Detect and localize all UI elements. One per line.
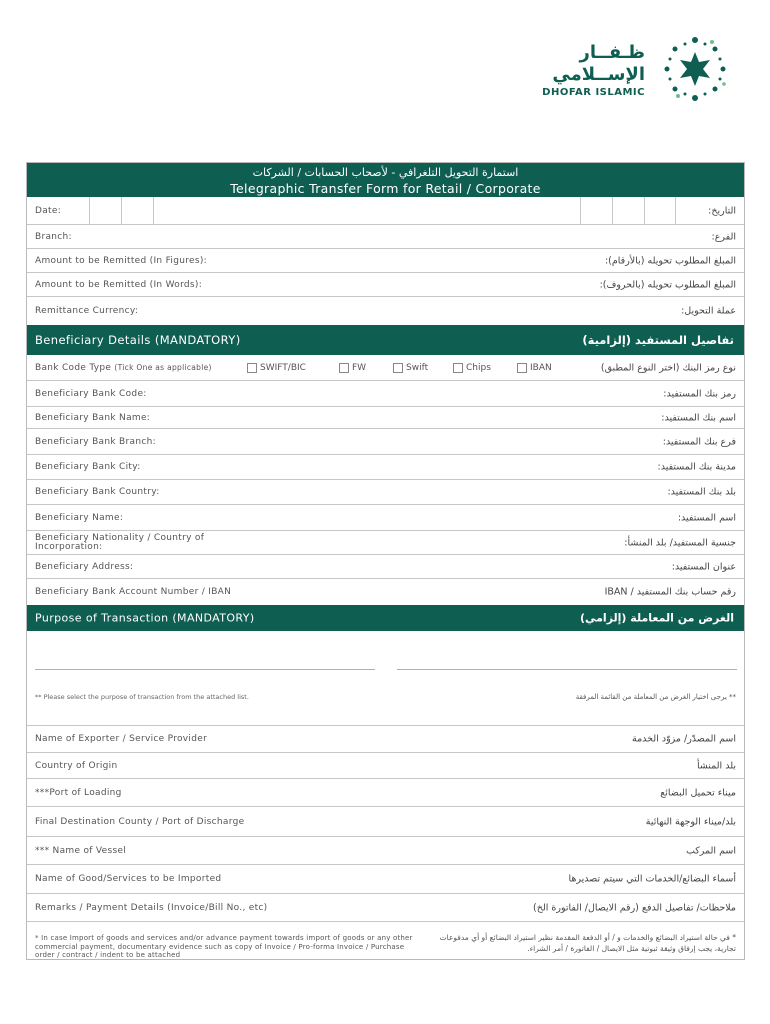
option-swift[interactable] (393, 363, 453, 373)
amount-words-field[interactable] (27, 273, 744, 297)
field-label-ar: ملاحظات/ تفاصيل الدفع (رقم الايصال/ الفاتورة الخ) (533, 902, 736, 913)
date-boxes-left[interactable] (89, 197, 185, 224)
bank-code-type-hint: (Tick One as applicable) (114, 362, 212, 372)
field-label-ar: عملة التحويل: (681, 305, 736, 317)
option-label: Chips (466, 362, 491, 373)
field-label-ar: اسم المصدّر/ مزوّد الخدمة (631, 733, 736, 745)
date-field[interactable] (27, 197, 744, 225)
beneficiary-address-field[interactable] (27, 555, 744, 579)
option-label: FW (352, 362, 367, 373)
vessel-name-field[interactable] (27, 837, 744, 865)
field-label-ar: اسم بنك المستفيد: (661, 412, 736, 423)
purpose-line-right[interactable] (397, 669, 737, 670)
field-label-ar: فرع بنك المستفيد: (662, 436, 736, 447)
beneficiary-nationality-field[interactable] (27, 531, 744, 555)
beneficiary-account-field[interactable] (27, 579, 744, 605)
purpose-input-area (27, 631, 744, 726)
beneficiary-bank-code-field[interactable] (27, 381, 744, 407)
field-label-ar: بلد/ميناء الوجهة النهائية (645, 816, 736, 827)
port-of-loading-field[interactable] (27, 779, 744, 807)
field-label-en: Name of Exporter / Service Provider (35, 734, 208, 744)
dhofar-islamic-logo (535, 34, 730, 104)
field-label-en: Beneficiary Address: (35, 561, 134, 572)
option-fw[interactable] (339, 363, 393, 373)
beneficiary-bank-city-field[interactable] (27, 455, 744, 480)
purpose-note-ar: ** يرجى اختيار الغرض من المعاملة من القائمة المرفقة (575, 693, 736, 701)
field-label-ar: اسم المستفيد: (677, 512, 736, 523)
field-label-ar: ميناء تحميل البضائع (660, 787, 736, 798)
field-label-ar: عنوان المستفيد: (671, 561, 736, 572)
form-title-arabic: استمارة التحويل التلغرافي - لأصحاب الحسابات / الشركات (252, 166, 519, 179)
beneficiary-bank-name-field[interactable] (27, 407, 744, 429)
field-label-ar: التاريخ: (708, 205, 736, 216)
branch-field[interactable] (27, 225, 744, 249)
field-label-en: Country of Origin (35, 760, 118, 771)
checkbox[interactable] (517, 363, 527, 373)
option-iban[interactable] (517, 363, 567, 373)
beneficiary-section-header (27, 325, 744, 355)
field-label-en: Remittance Currency: (35, 306, 139, 316)
field-label-ar: مدينة بنك المستفيد: (657, 461, 736, 473)
field-label-ar: المبلغ المطلوب تحويله (بالحروف): (599, 279, 736, 290)
purpose-section-header (27, 605, 744, 631)
field-label-ar: جنسية المستفيد/ بلد المنشأ: (624, 537, 736, 548)
field-label-ar: بلد المنشأ (696, 760, 736, 771)
checkbox[interactable] (393, 363, 403, 373)
field-label-en: Remarks / Payment Details (Invoice/Bill No., etc) (35, 902, 268, 913)
currency-field[interactable] (27, 297, 744, 325)
purpose-note-en: ** Please select the purpose of transaction from the attached list. (35, 693, 249, 701)
field-label-ar: الفرع: (711, 231, 736, 242)
option-label: Swift (406, 362, 429, 373)
goods-services-field[interactable] (27, 865, 744, 894)
field-label-ar: نوع رمز البنك (اختر النوع المطبق) (600, 362, 736, 373)
field-label-en: Amount to be Remitted (In Figures): (35, 255, 207, 266)
date-boxes-right[interactable] (580, 197, 676, 224)
country-of-origin-field[interactable] (27, 753, 744, 779)
bank-code-type-label: Bank Code Type (35, 362, 112, 373)
section-title-en: Beneficiary Details (MANDATORY) (35, 333, 241, 347)
beneficiary-name-field[interactable] (27, 505, 744, 531)
bank-code-type-row (27, 355, 744, 381)
field-label-en: Beneficiary Bank Country: (35, 487, 160, 497)
logo-wordmark (535, 42, 645, 100)
field-label-ar: أسماء البضائع/الخدمات التي سيتم تصديرها (568, 873, 736, 885)
footnote-ar: * في حالة استيراد البضائع والخدمات و / أو الدفعة المقدمة نظير استيراد البضائع أو أي مدفوعات تجارية، يجب إرفاق وثيقة ثبوتية مثل الايصال / الفاتورة / أمر الشراء. (439, 933, 736, 953)
field-label-en (35, 363, 212, 373)
field-label-en: Beneficiary Bank Branch: (35, 436, 156, 447)
field-label-ar: رقم حساب بنك المستفيد / IBAN (604, 586, 736, 598)
field-label-ar: رمز بنك المستفيد: (663, 388, 736, 399)
section-title-ar: تفاصيل المستفيد (إلزامية) (582, 333, 734, 347)
bank-code-options (247, 363, 567, 373)
form-title-band (27, 163, 744, 197)
logo-arabic: ظـفــار الإســلامي (552, 42, 645, 85)
option-swift-bic[interactable] (247, 363, 339, 373)
option-label: SWIFT/BIC (260, 362, 306, 373)
logo-star-icon (660, 34, 730, 104)
beneficiary-bank-country-field[interactable] (27, 480, 744, 505)
option-label: IBAN (530, 362, 552, 373)
field-label-ar: بلد بنك المستفيد: (667, 486, 736, 498)
field-label-en: Beneficiary Nationality / Country of Incorporation: (35, 532, 205, 552)
logo-english: DHOFAR ISLAMIC (542, 87, 645, 98)
field-label-en: Amount to be Remitted (In Words): (35, 279, 203, 290)
exporter-field[interactable] (27, 726, 744, 753)
checkbox[interactable] (453, 363, 463, 373)
section-title-en: Purpose of Transaction (MANDATORY) (35, 611, 255, 625)
form-title-english: Telegraphic Transfer Form for Retail / Corporate (230, 181, 541, 196)
amount-figures-field[interactable] (27, 249, 744, 273)
field-label-ar: المبلغ المطلوب تحويله (بالأرقام): (604, 255, 736, 266)
footnote-en: * In case Import of goods and services and/or advance payment towards import of goods or any other commercial payment, documentary evidence such as copy of Invoice / Pro-forma Invoice / Purchase order / contract / indent to be attached (35, 934, 413, 959)
checkbox[interactable] (339, 363, 349, 373)
checkbox[interactable] (247, 363, 257, 373)
footnote (27, 922, 744, 978)
purpose-line-left[interactable] (35, 669, 375, 670)
remarks-field[interactable] (27, 894, 744, 922)
field-label-en: Beneficiary Bank Account Number / IBAN (35, 587, 232, 597)
field-label-en: Beneficiary Name: (35, 512, 124, 523)
field-label-en: Date: (35, 205, 62, 216)
field-label-en: Final Destination County / Port of Discharge (35, 816, 245, 827)
field-label-ar: اسم المركب (685, 845, 736, 856)
field-label-en: *** Name of Vessel (35, 845, 127, 856)
section-title-ar: الغرض من المعاملة (إلزامي) (579, 611, 734, 625)
option-chips[interactable] (453, 363, 517, 373)
field-label-en: Branch: (35, 231, 72, 242)
field-label-en: ***Port of Loading (35, 787, 122, 798)
beneficiary-bank-branch-field[interactable] (27, 429, 744, 455)
transfer-form (26, 162, 745, 960)
field-label-en: Beneficiary Bank Code: (35, 388, 147, 399)
field-label-en: Beneficiary Bank Name: (35, 412, 151, 423)
field-label-en: Name of Good/Services to be Imported (35, 874, 222, 884)
field-label-en: Beneficiary Bank City: (35, 462, 141, 472)
final-destination-field[interactable] (27, 807, 744, 837)
